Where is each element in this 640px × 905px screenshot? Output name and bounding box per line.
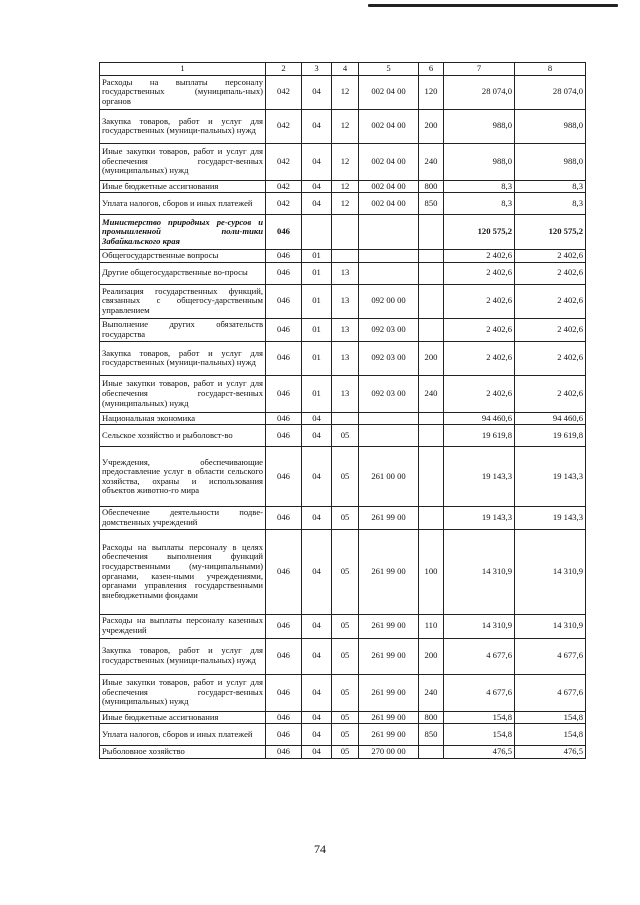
header-row xyxy=(100,63,586,76)
table-row xyxy=(100,507,586,529)
cell-name: Реализация государственных функций, связанных с общегосу-дарственным управлением xyxy=(100,284,266,318)
cell-subsection-code: 13 xyxy=(332,262,359,284)
cell-ministry-code: 046 xyxy=(266,507,302,529)
cell-section-code: 04 xyxy=(302,425,332,447)
cell-section-code: 04 xyxy=(302,447,332,507)
cell-ministry-code: 046 xyxy=(266,215,302,250)
cell-subsection-code: 05 xyxy=(332,746,359,759)
scan-top-line xyxy=(368,4,618,7)
cell-amount-2: 988,0 xyxy=(515,143,586,180)
cell-amount-1: 4 677,6 xyxy=(444,638,515,674)
cell-section-code: 04 xyxy=(302,109,332,143)
cell-ministry-code: 046 xyxy=(266,674,302,711)
cell-amount-2: 28 074,0 xyxy=(515,75,586,109)
cell-ministry-code: 046 xyxy=(266,529,302,614)
cell-amount-2: 14 310,9 xyxy=(515,529,586,614)
cell-name: Национальная экономика xyxy=(100,412,266,425)
cell-expense-type: 100 xyxy=(419,529,444,614)
cell-ministry-code: 042 xyxy=(266,180,302,193)
cell-name: Иные закупки товаров, работ и услуг для обеспечения государст-венных (муниципальных) нужд xyxy=(100,143,266,180)
cell-target-article: 092 00 00 xyxy=(359,284,419,318)
cell-amount-1: 476,5 xyxy=(444,746,515,759)
table-row xyxy=(100,425,586,447)
cell-expense-type: 800 xyxy=(419,711,444,724)
cell-ministry-code: 046 xyxy=(266,318,302,341)
header-cell-name: 1 xyxy=(100,63,266,76)
cell-ministry-code: 046 xyxy=(266,250,302,263)
table-row xyxy=(100,143,586,180)
cell-section-code: 04 xyxy=(302,75,332,109)
cell-ministry-code: 046 xyxy=(266,284,302,318)
cell-amount-2: 2 402,6 xyxy=(515,262,586,284)
cell-name: Расходы на выплаты персоналу в целях обеспечения выполнения функций государственными (му-ниципальными) органами, казен-ными учреждениями, органами управления государственными внебюджетными фондами xyxy=(100,529,266,614)
cell-amount-2: 4 677,6 xyxy=(515,674,586,711)
cell-name: Иные закупки товаров, работ и услуг для обеспечения государст-венных (муниципальных) нужд xyxy=(100,674,266,711)
cell-subsection-code: 13 xyxy=(332,375,359,412)
cell-amount-1: 8,3 xyxy=(444,180,515,193)
cell-target-article: 002 04 00 xyxy=(359,180,419,193)
table-row xyxy=(100,284,586,318)
cell-section-code: 04 xyxy=(302,529,332,614)
cell-ministry-code: 046 xyxy=(266,412,302,425)
header-cell-expense-type: 6 xyxy=(419,63,444,76)
cell-amount-1: 14 310,9 xyxy=(444,529,515,614)
cell-target-article: 261 99 00 xyxy=(359,711,419,724)
cell-ministry-code: 046 xyxy=(266,614,302,638)
cell-expense-type: 200 xyxy=(419,109,444,143)
cell-amount-1: 2 402,6 xyxy=(444,250,515,263)
cell-name: Уплата налогов, сборов и иных платежей xyxy=(100,193,266,215)
cell-target-article: 261 99 00 xyxy=(359,507,419,529)
cell-expense-type: 850 xyxy=(419,724,444,746)
cell-subsection-code: 13 xyxy=(332,341,359,375)
cell-amount-2: 476,5 xyxy=(515,746,586,759)
cell-subsection-code: 05 xyxy=(332,674,359,711)
cell-amount-2: 120 575,2 xyxy=(515,215,586,250)
cell-ministry-code: 046 xyxy=(266,341,302,375)
cell-name: Закупка товаров, работ и услуг для государственных (муници-пальных) нужд xyxy=(100,341,266,375)
cell-section-code: 04 xyxy=(302,193,332,215)
cell-expense-type: 110 xyxy=(419,614,444,638)
cell-section-code: 04 xyxy=(302,143,332,180)
cell-target-article xyxy=(359,262,419,284)
cell-amount-2: 94 460,6 xyxy=(515,412,586,425)
cell-subsection-code: 05 xyxy=(332,638,359,674)
cell-ministry-code: 042 xyxy=(266,75,302,109)
cell-expense-type xyxy=(419,447,444,507)
cell-subsection-code: 12 xyxy=(332,193,359,215)
cell-name: Иные закупки товаров, работ и услуг для обеспечения государст-венных (муниципальных) нужд xyxy=(100,375,266,412)
cell-subsection-code: 05 xyxy=(332,711,359,724)
cell-section-code: 01 xyxy=(302,284,332,318)
cell-subsection-code: 05 xyxy=(332,447,359,507)
cell-ministry-code: 046 xyxy=(266,425,302,447)
cell-expense-type xyxy=(419,318,444,341)
table-row xyxy=(100,250,586,263)
cell-expense-type xyxy=(419,215,444,250)
cell-amount-2: 14 310,9 xyxy=(515,614,586,638)
cell-expense-type xyxy=(419,507,444,529)
table-row xyxy=(100,215,586,250)
page-number: 74 xyxy=(314,842,326,856)
table-row xyxy=(100,711,586,724)
cell-section-code: 04 xyxy=(302,746,332,759)
cell-amount-2: 2 402,6 xyxy=(515,284,586,318)
table-row xyxy=(100,674,586,711)
cell-section-code: 04 xyxy=(302,638,332,674)
cell-name: Учреждения, обеспечивающие предоставление услуг в области сельского хозяйства, охраны и использования объектов животно-го мира xyxy=(100,447,266,507)
cell-amount-1: 19 143,3 xyxy=(444,507,515,529)
cell-section-code: 04 xyxy=(302,711,332,724)
cell-target-article xyxy=(359,412,419,425)
table-row xyxy=(100,724,586,746)
cell-section-code: 04 xyxy=(302,507,332,529)
cell-target-article: 261 99 00 xyxy=(359,638,419,674)
cell-subsection-code: 05 xyxy=(332,529,359,614)
cell-subsection-code: 05 xyxy=(332,425,359,447)
table-row xyxy=(100,75,586,109)
table-row xyxy=(100,341,586,375)
cell-expense-type: 240 xyxy=(419,143,444,180)
cell-ministry-code: 042 xyxy=(266,109,302,143)
cell-expense-type xyxy=(419,425,444,447)
cell-name: Рыболовное хозяйство xyxy=(100,746,266,759)
header-cell-target-article: 5 xyxy=(359,63,419,76)
cell-subsection-code xyxy=(332,250,359,263)
cell-name: Иные бюджетные ассигнования xyxy=(100,711,266,724)
cell-section-code: 01 xyxy=(302,341,332,375)
cell-target-article: 261 00 00 xyxy=(359,447,419,507)
cell-subsection-code: 13 xyxy=(332,318,359,341)
cell-subsection-code: 12 xyxy=(332,75,359,109)
cell-name: Министерство природных ре-сурсов и промышленной поли-тики Забайкальского края xyxy=(100,215,266,250)
cell-section-code: 01 xyxy=(302,250,332,263)
cell-amount-1: 2 402,6 xyxy=(444,318,515,341)
cell-name: Иные бюджетные ассигнования xyxy=(100,180,266,193)
cell-section-code: 04 xyxy=(302,724,332,746)
table-row xyxy=(100,193,586,215)
cell-amount-2: 154,8 xyxy=(515,724,586,746)
cell-expense-type: 200 xyxy=(419,638,444,674)
cell-expense-type: 800 xyxy=(419,180,444,193)
cell-name: Расходы на выплаты персоналу государственных (муниципаль-ных) органов xyxy=(100,75,266,109)
cell-expense-type xyxy=(419,746,444,759)
cell-expense-type: 240 xyxy=(419,674,444,711)
cell-target-article xyxy=(359,215,419,250)
cell-amount-1: 14 310,9 xyxy=(444,614,515,638)
cell-target-article: 092 03 00 xyxy=(359,318,419,341)
cell-expense-type xyxy=(419,250,444,263)
cell-ministry-code: 046 xyxy=(266,375,302,412)
cell-amount-1: 988,0 xyxy=(444,109,515,143)
table-row xyxy=(100,638,586,674)
cell-section-code: 04 xyxy=(302,180,332,193)
cell-amount-1: 2 402,6 xyxy=(444,341,515,375)
cell-amount-1: 154,8 xyxy=(444,711,515,724)
cell-amount-2: 8,3 xyxy=(515,180,586,193)
cell-amount-1: 19 619,8 xyxy=(444,425,515,447)
cell-expense-type xyxy=(419,262,444,284)
cell-name: Другие общегосударственные во-просы xyxy=(100,262,266,284)
cell-target-article xyxy=(359,250,419,263)
header-cell-amount-1: 7 xyxy=(444,63,515,76)
cell-name: Уплата налогов, сборов и иных платежей xyxy=(100,724,266,746)
cell-amount-1: 2 402,6 xyxy=(444,375,515,412)
cell-amount-1: 8,3 xyxy=(444,193,515,215)
header-cell-amount-2: 8 xyxy=(515,63,586,76)
cell-subsection-code: 05 xyxy=(332,614,359,638)
table-row xyxy=(100,375,586,412)
cell-section-code: 04 xyxy=(302,412,332,425)
cell-expense-type: 200 xyxy=(419,341,444,375)
table-row xyxy=(100,262,586,284)
cell-section-code: 04 xyxy=(302,614,332,638)
cell-amount-1: 4 677,6 xyxy=(444,674,515,711)
cell-amount-2: 2 402,6 xyxy=(515,341,586,375)
table-row xyxy=(100,529,586,614)
table-row xyxy=(100,318,586,341)
cell-amount-1: 2 402,6 xyxy=(444,262,515,284)
cell-amount-1: 120 575,2 xyxy=(444,215,515,250)
cell-ministry-code: 046 xyxy=(266,638,302,674)
cell-target-article xyxy=(359,425,419,447)
cell-target-article: 002 04 00 xyxy=(359,109,419,143)
cell-target-article: 261 99 00 xyxy=(359,614,419,638)
header-cell-subsection: 4 xyxy=(332,63,359,76)
cell-target-article: 261 99 00 xyxy=(359,674,419,711)
cell-subsection-code: 12 xyxy=(332,180,359,193)
cell-subsection-code: 05 xyxy=(332,507,359,529)
cell-amount-1: 94 460,6 xyxy=(444,412,515,425)
cell-amount-2: 2 402,6 xyxy=(515,375,586,412)
cell-name: Закупка товаров, работ и услуг для государственных (муници-пальных) нужд xyxy=(100,638,266,674)
cell-amount-1: 988,0 xyxy=(444,143,515,180)
cell-target-article: 092 03 00 xyxy=(359,341,419,375)
cell-ministry-code: 042 xyxy=(266,193,302,215)
cell-subsection-code: 13 xyxy=(332,284,359,318)
cell-target-article: 092 03 00 xyxy=(359,375,419,412)
cell-subsection-code xyxy=(332,215,359,250)
cell-amount-2: 8,3 xyxy=(515,193,586,215)
cell-section-code: 01 xyxy=(302,375,332,412)
cell-ministry-code: 046 xyxy=(266,447,302,507)
cell-ministry-code: 046 xyxy=(266,711,302,724)
cell-amount-1: 19 143,3 xyxy=(444,447,515,507)
cell-amount-2: 4 677,6 xyxy=(515,638,586,674)
cell-name: Закупка товаров, работ и услуг для государственных (муници-пальных) нужд xyxy=(100,109,266,143)
cell-amount-2: 2 402,6 xyxy=(515,318,586,341)
cell-target-article: 002 04 00 xyxy=(359,143,419,180)
cell-amount-2: 19 619,8 xyxy=(515,425,586,447)
cell-ministry-code: 042 xyxy=(266,143,302,180)
cell-name: Выполнение других обязательств государства xyxy=(100,318,266,341)
cell-subsection-code: 12 xyxy=(332,109,359,143)
cell-name: Расходы на выплаты персоналу казенных учреждений xyxy=(100,614,266,638)
budget-table xyxy=(99,62,586,759)
cell-amount-2: 19 143,3 xyxy=(515,447,586,507)
table-row xyxy=(100,180,586,193)
cell-expense-type xyxy=(419,412,444,425)
cell-ministry-code: 046 xyxy=(266,262,302,284)
cell-target-article: 261 99 00 xyxy=(359,529,419,614)
table-row xyxy=(100,109,586,143)
cell-amount-2: 988,0 xyxy=(515,109,586,143)
cell-name: Обеспечение деятельности подве-домственных учреждений xyxy=(100,507,266,529)
cell-target-article: 261 99 00 xyxy=(359,724,419,746)
cell-section-code xyxy=(302,215,332,250)
cell-amount-2: 19 143,3 xyxy=(515,507,586,529)
cell-section-code: 01 xyxy=(302,262,332,284)
table-row xyxy=(100,746,586,759)
table-row xyxy=(100,412,586,425)
cell-section-code: 04 xyxy=(302,674,332,711)
cell-expense-type: 240 xyxy=(419,375,444,412)
budget-table-body xyxy=(100,63,586,759)
cell-ministry-code: 046 xyxy=(266,724,302,746)
cell-ministry-code: 046 xyxy=(266,746,302,759)
table-row xyxy=(100,614,586,638)
cell-subsection-code: 12 xyxy=(332,143,359,180)
cell-expense-type: 850 xyxy=(419,193,444,215)
cell-amount-1: 28 074,0 xyxy=(444,75,515,109)
cell-amount-2: 2 402,6 xyxy=(515,250,586,263)
cell-name: Сельское хозяйство и рыболовст-во xyxy=(100,425,266,447)
cell-target-article: 002 04 00 xyxy=(359,75,419,109)
cell-expense-type: 120 xyxy=(419,75,444,109)
cell-name: Общегосударственные вопросы xyxy=(100,250,266,263)
cell-target-article: 002 04 00 xyxy=(359,193,419,215)
cell-expense-type xyxy=(419,284,444,318)
header-cell-ministry: 2 xyxy=(266,63,302,76)
cell-subsection-code xyxy=(332,412,359,425)
cell-subsection-code: 05 xyxy=(332,724,359,746)
cell-amount-1: 2 402,6 xyxy=(444,284,515,318)
header-cell-section: 3 xyxy=(302,63,332,76)
cell-amount-2: 154,8 xyxy=(515,711,586,724)
cell-amount-1: 154,8 xyxy=(444,724,515,746)
table-row xyxy=(100,447,586,507)
cell-section-code: 01 xyxy=(302,318,332,341)
cell-target-article: 270 00 00 xyxy=(359,746,419,759)
